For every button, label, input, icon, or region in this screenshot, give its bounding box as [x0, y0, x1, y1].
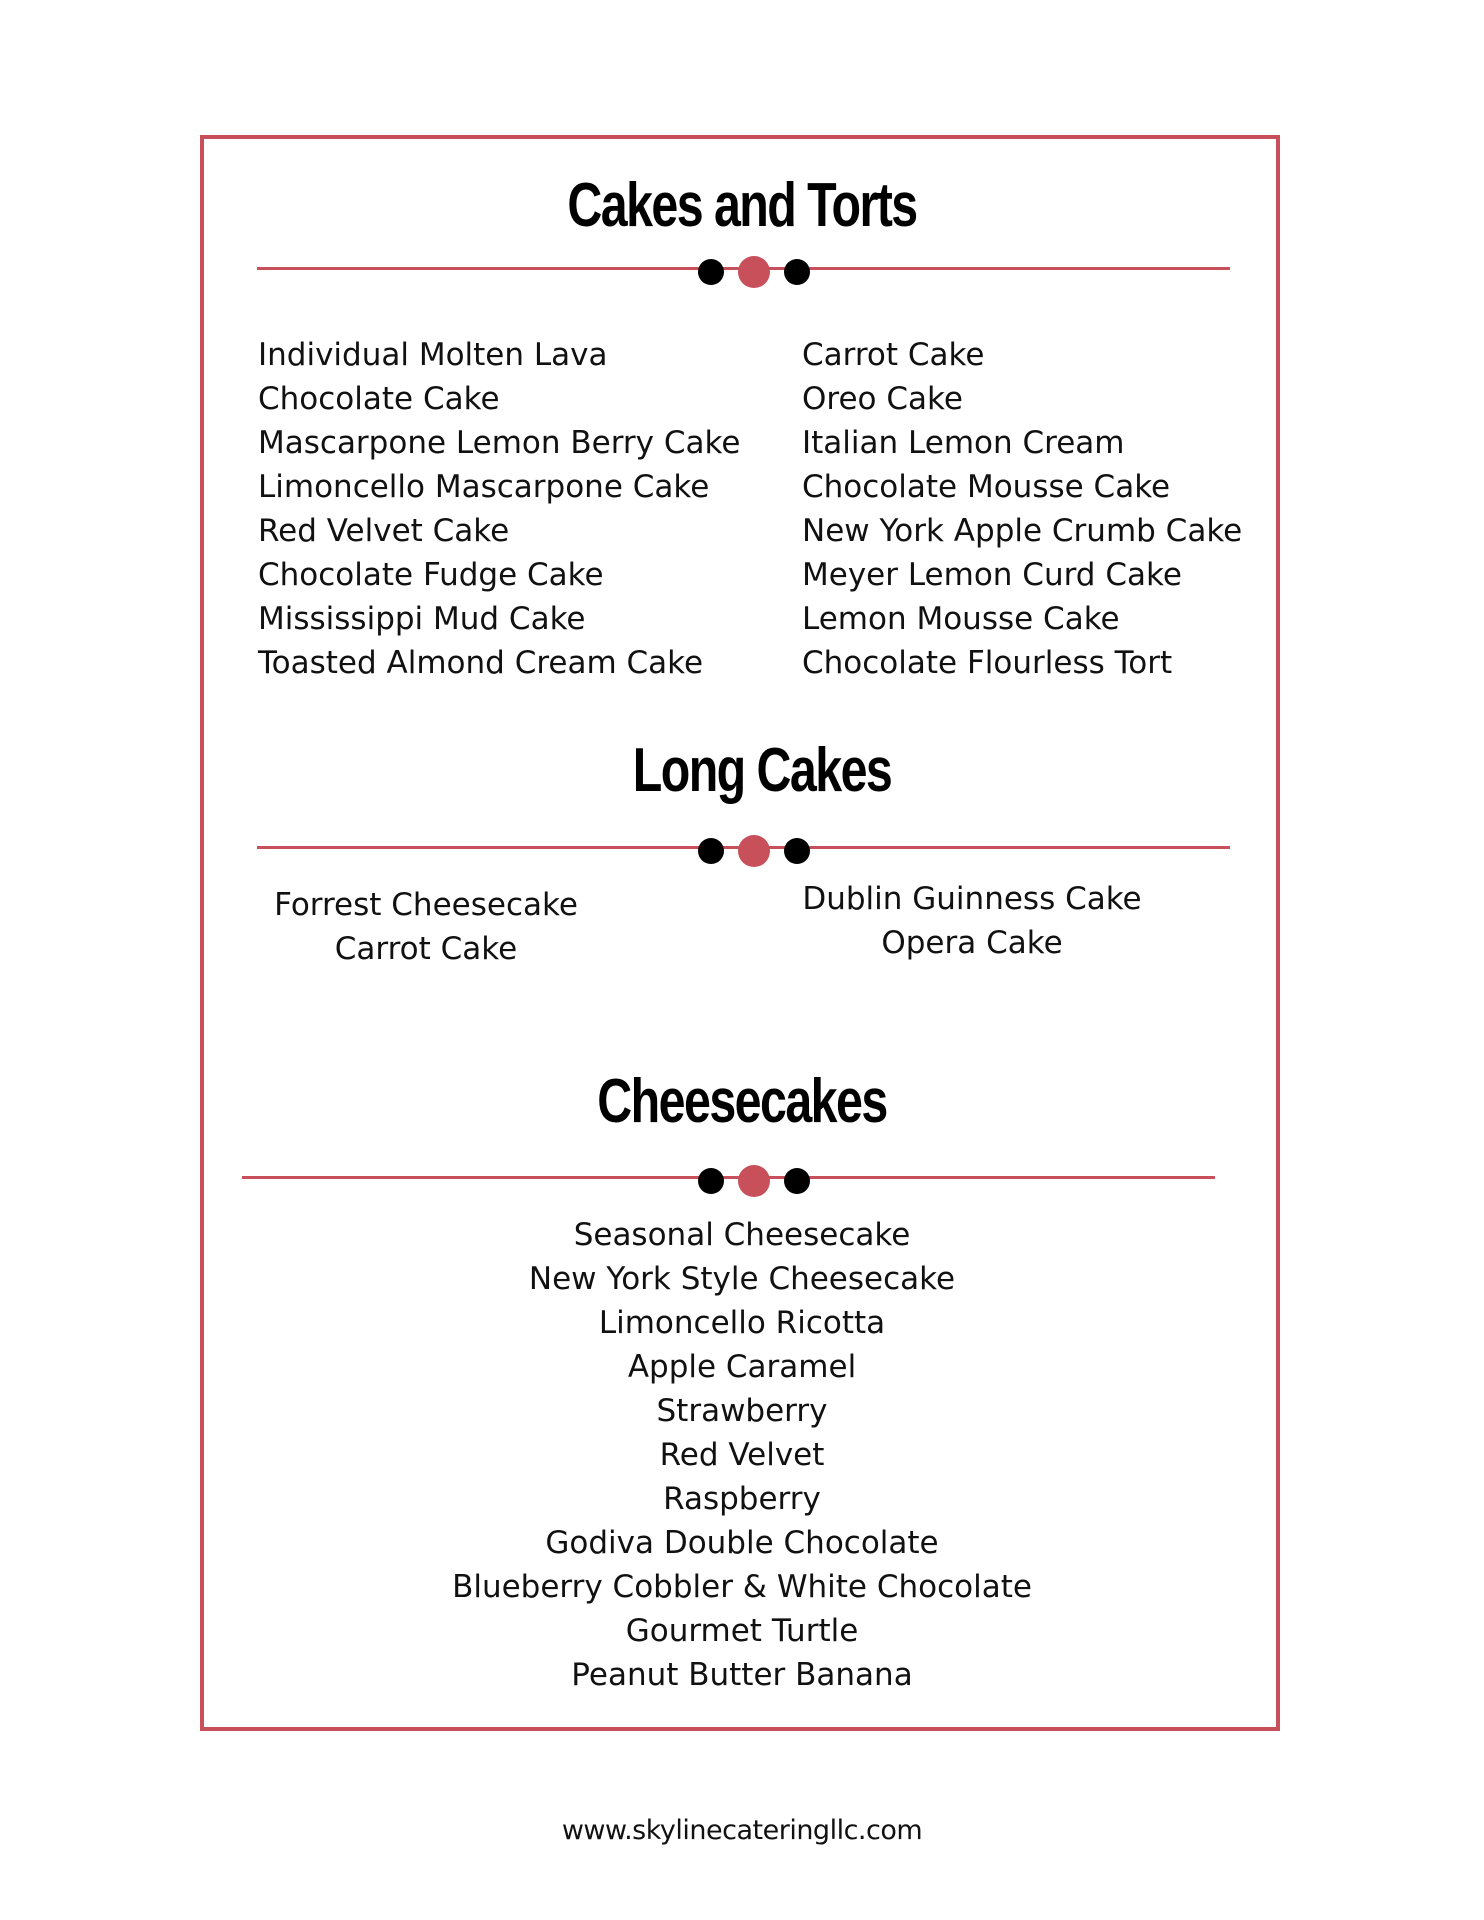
cakes-left-list — [258, 333, 740, 685]
cheesecakes-list — [0, 1213, 1484, 1697]
list-item: Chocolate Cake — [258, 381, 500, 417]
dot-icon — [738, 256, 770, 288]
long-cakes-left-list — [226, 883, 626, 971]
divider-dots — [698, 835, 810, 867]
dot-icon — [784, 1168, 810, 1194]
list-item: Red Velvet Cake — [258, 513, 510, 549]
list-item: Dublin Guinness Cake — [802, 881, 1142, 917]
section-title-cheesecakes: Cheesecakes — [597, 1067, 887, 1136]
dot-icon — [784, 838, 810, 864]
list-item: Raspberry — [663, 1481, 821, 1517]
list-item: Limoncello Ricotta — [598, 1305, 886, 1341]
section-divider — [257, 840, 1230, 856]
dot-icon — [698, 259, 724, 285]
list-item: New York Style Cheesecake — [528, 1261, 956, 1297]
list-item: Carrot Cake — [334, 931, 518, 967]
dot-icon — [738, 835, 770, 867]
footer-website-link[interactable]: www.skylinecateringllc.com — [561, 1815, 923, 1846]
dot-icon — [784, 259, 810, 285]
list-item: Strawberry — [656, 1393, 828, 1429]
section-title-long-cakes: Long Cakes — [632, 736, 892, 805]
list-item: Oreo Cake — [802, 381, 963, 417]
list-item: Peanut Butter Banana — [571, 1657, 913, 1693]
section-divider — [257, 261, 1230, 277]
list-item: Limoncello Mascarpone Cake — [258, 469, 710, 505]
list-item: Chocolate Mousse Cake — [802, 469, 1171, 505]
list-item: Mascarpone Lemon Berry Cake — [258, 425, 741, 461]
section-title-cakes-and-torts: Cakes and Torts — [567, 171, 917, 240]
section-divider — [242, 1170, 1215, 1186]
list-item: Meyer Lemon Curd Cake — [802, 557, 1182, 593]
list-item: Apple Caramel — [627, 1349, 857, 1385]
cakes-right-list — [802, 333, 1242, 685]
list-item: New York Apple Crumb Cake — [802, 513, 1243, 549]
long-cakes-right-list — [772, 877, 1172, 965]
list-item: Blueberry Cobbler & White Chocolate — [452, 1569, 1032, 1605]
list-item: Lemon Mousse Cake — [802, 601, 1120, 637]
list-item: Chocolate Fudge Cake — [258, 557, 604, 593]
dot-icon — [698, 1168, 724, 1194]
dot-icon — [738, 1165, 770, 1197]
list-item: Mississippi Mud Cake — [258, 601, 586, 637]
divider-dots — [698, 1165, 810, 1197]
list-item: Opera Cake — [881, 925, 1063, 961]
divider-dots — [698, 256, 810, 288]
list-item: Gourmet Turtle — [625, 1613, 859, 1649]
dot-icon — [698, 838, 724, 864]
list-item: Toasted Almond Cream Cake — [258, 645, 704, 681]
list-item: Red Velvet — [659, 1437, 825, 1473]
list-item: Chocolate Flourless Tort — [802, 645, 1173, 681]
list-item: Individual Molten Lava — [258, 337, 608, 373]
list-item: Godiva Double Chocolate — [545, 1525, 939, 1561]
list-item: Italian Lemon Cream — [802, 425, 1125, 461]
list-item: Forrest Cheesecake — [274, 887, 578, 923]
list-item: Carrot Cake — [802, 337, 985, 373]
list-item: Seasonal Cheesecake — [573, 1217, 911, 1253]
